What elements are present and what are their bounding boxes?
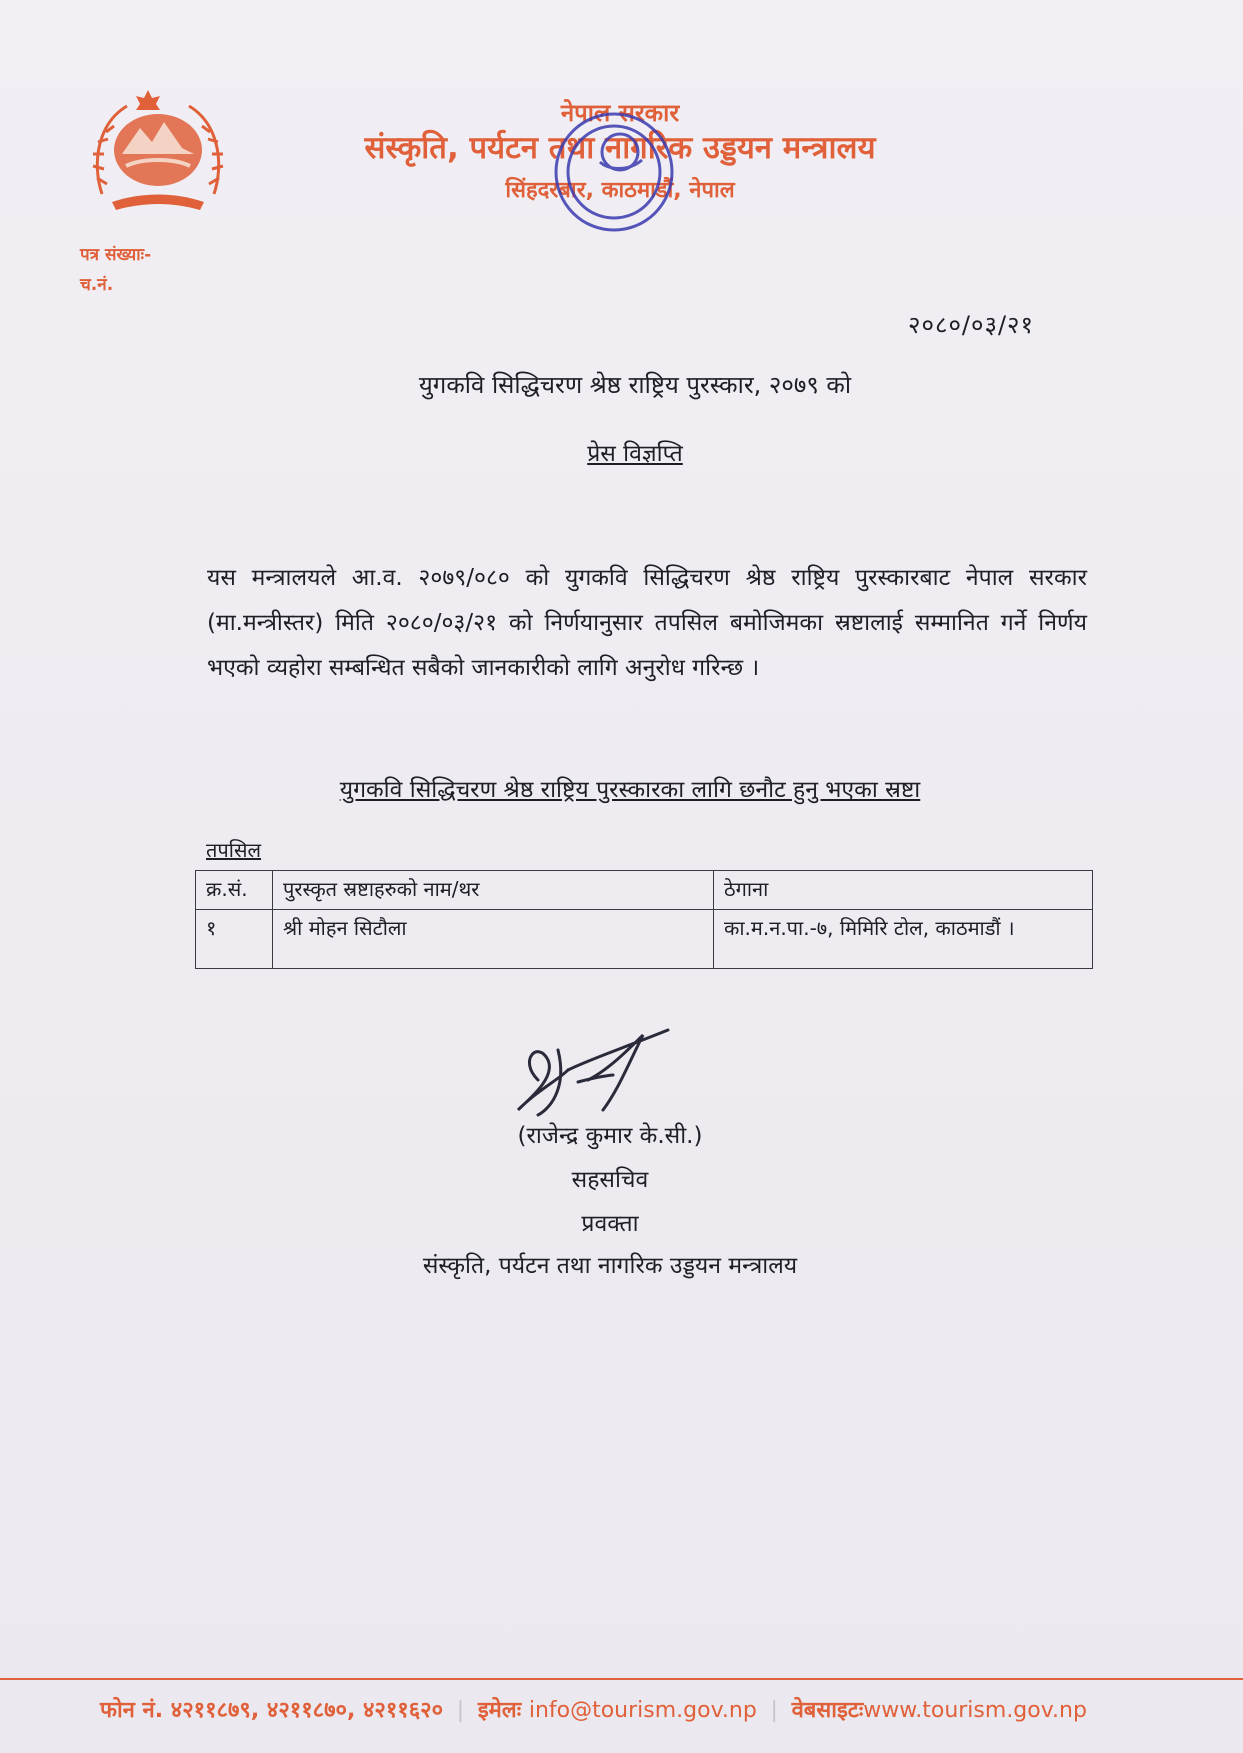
selection-heading bbox=[150, 772, 1110, 804]
header-serial: क्र.सं. bbox=[196, 871, 273, 910]
signatory-office: संस्कृति, पर्यटन तथा नागरिक उड्डयन मन्त्रालय bbox=[422, 1253, 798, 1279]
document-subtitle bbox=[200, 436, 1070, 468]
cell-serial: १ bbox=[196, 910, 273, 969]
cell-address: का.म.न.पा.-७, मिमिरि टोल, काठमाडौं । bbox=[714, 910, 1093, 969]
press-release-label: प्रेस विज्ञप्ति bbox=[587, 441, 683, 467]
handwritten-signature bbox=[508, 1020, 678, 1130]
ministry-address: सिंहदरबार, काठमाडौं, नेपाल bbox=[505, 178, 735, 203]
ministry-name: संस्कृति, पर्यटन तथा नागरिक उड्डयन मन्त्रालय bbox=[364, 130, 876, 166]
signatory-designation: सहसचिव bbox=[571, 1167, 649, 1193]
cell-name: श्री मोहन सिटौला bbox=[273, 910, 714, 969]
dispatch-number-label: च.नं. bbox=[80, 275, 114, 295]
letter-date: २०८०/०३/२१ bbox=[908, 311, 1035, 339]
body-paragraph: यस मन्त्रालयले आ.व. २०७९/०८० को युगकवि सिद्धिचरण श्रेष्ठ राष्ट्रिय पुरस्कारबाट नेपाल सरकार (मा.मन्त्रीस्तर) मिति २०८०/०३/२१ को निर्णयानुसार तपसिल बमोजिमका स्रष्टालाई सम्मानित गर्ने निर्णय भएको व्यहोरा सम्बन्धित सबैको जानकारीको लागि अनुरोध गरिन्छ । bbox=[207, 565, 1087, 681]
website-link[interactable]: www.tourism.gov.np bbox=[863, 1698, 1087, 1723]
government-name: नेपाल सरकार bbox=[560, 99, 680, 127]
official-stamp-icon bbox=[548, 100, 680, 250]
header-address: ठेगाना bbox=[714, 871, 1093, 910]
phone-label: फोन नं. bbox=[100, 1698, 164, 1723]
header-name: पुरस्कृत स्रष्टाहरुको नाम/थर bbox=[273, 871, 714, 910]
website-label: वेबसाइटः bbox=[791, 1698, 864, 1723]
table-header-row bbox=[196, 871, 1093, 910]
table-row bbox=[196, 910, 1093, 969]
signatory-name: (राजेन्द्र कुमार के.सी.) bbox=[517, 1123, 703, 1149]
email-link[interactable]: info@tourism.gov.np bbox=[528, 1698, 757, 1723]
details-label: तपसिल bbox=[206, 838, 262, 862]
footer-separator: | bbox=[770, 1698, 778, 1723]
letter-number-label: पत्र संख्याः- bbox=[80, 245, 152, 265]
awardee-table bbox=[195, 870, 1093, 969]
signatory-role: प्रवक्ता bbox=[581, 1211, 639, 1237]
selection-heading-text: युगकवि सिद्धिचरण श्रेष्ठ राष्ट्रिय पुरस्कारका लागि छनौट हुनु भएका स्रष्टा bbox=[339, 777, 921, 803]
phone-numbers: ४२११८७९, ४२११८७०, ४२११६२० bbox=[170, 1698, 444, 1723]
document-title: युगकवि सिद्धिचरण श्रेष्ठ राष्ट्रिय पुरस्कार, २०७९ को bbox=[418, 371, 852, 399]
footer-separator: | bbox=[456, 1698, 465, 1723]
footer-contact bbox=[100, 1694, 1087, 1724]
email-label: इमेलः bbox=[477, 1698, 522, 1723]
footer-divider bbox=[0, 1678, 1243, 1680]
